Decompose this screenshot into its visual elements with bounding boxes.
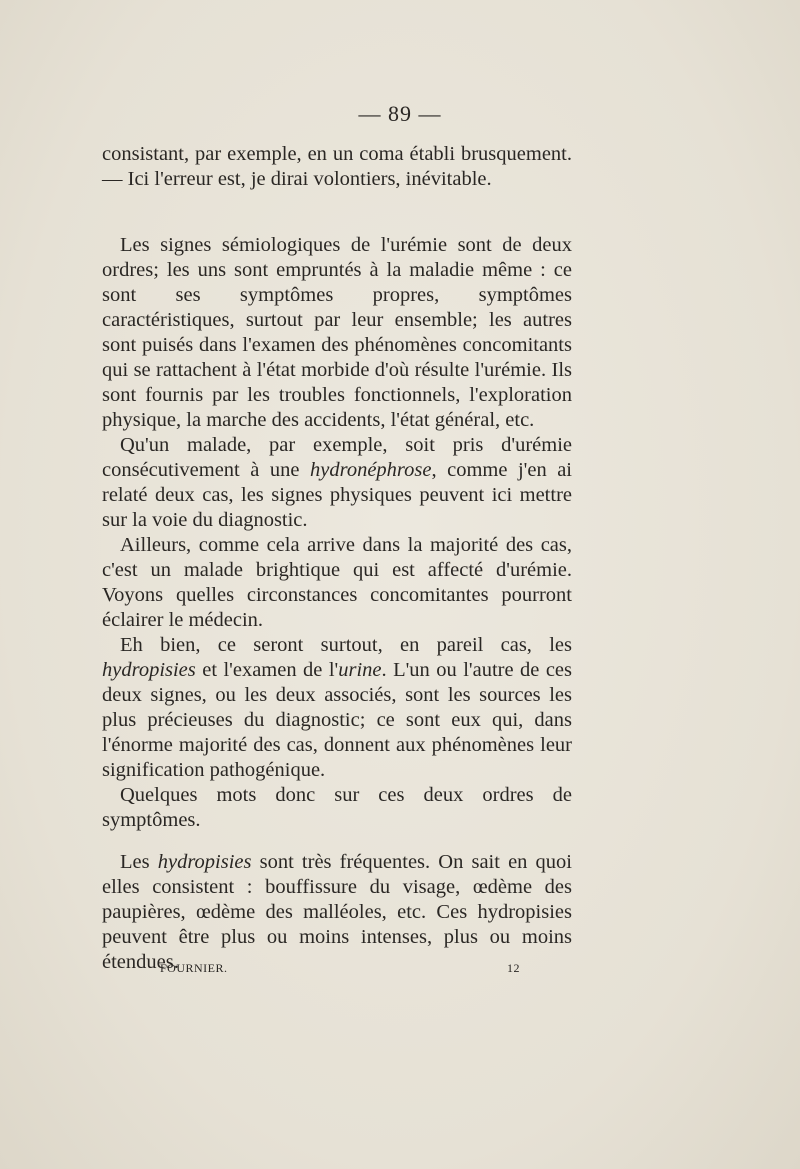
italic-term: hydropisies — [102, 659, 196, 681]
paragraph-text: Les signes sémiologiques de l'urémie sont de deux ordres; les uns sont empruntés à la maladie même : ce sont ses symptômes propres, symptômes caractéristiques, surtout par leur ensemble; les autres sont puisés dans l'examen des phénomènes concomitants qui se rattachent à l'état morbide d'où résulte l'urémie. Ils sont fournis par les troubles fonctionnels, l'exploration physique, la marche des accidents, l'état général, etc. — [102, 234, 572, 431]
italic-term: hydropisies — [157, 851, 252, 873]
paragraph — [102, 533, 572, 633]
paragraph-text: . L'un ou l'autre de ces deux signes, ou les deux associés, sont les sources les plus précieuses du diagnostic; ce sont eux qui, dans l'énorme majorité des cas, donnent aux phénomènes leur signification pathogénique. — [102, 659, 572, 781]
paragraph-text: Eh bien, ce seront surtout, en pareil cas, les — [120, 634, 572, 656]
italic-term: urine — [338, 659, 382, 681]
paragraph — [102, 850, 572, 975]
paragraph-text: Quelques mots donc sur ces deux ordres de symptômes. — [102, 784, 572, 831]
paragraph-text: consistant, par exemple, en un coma établi brusquement. — Ici l'erreur est, je dirai volontiers, inévitable. — [102, 143, 572, 190]
page-number: — 89 — — [358, 101, 442, 126]
paragraph — [102, 633, 572, 783]
paragraph-text: , comme j'en ai relaté deux cas, les signes physiques peuvent ici mettre sur la voie du diagnostic. — [102, 459, 573, 531]
page-footer — [160, 961, 520, 976]
paragraph-text: Ailleurs, comme cela arrive dans la majorité des cas, c'est un malade brightique qui est affecté d'urémie. Voyons quelles circonstances concomitantes pourront éclairer le médecin. — [102, 534, 572, 631]
italic-term: hydronéphrose — [310, 459, 432, 481]
paragraph — [102, 433, 572, 533]
paragraph-text: et l'examen de l' — [195, 659, 339, 681]
paragraph-text: Les — [120, 851, 158, 873]
footer-signature: 12 — [507, 961, 520, 975]
paragraph — [102, 142, 572, 192]
paragraph — [102, 233, 572, 433]
paragraph-text: Qu'un malade, par exemple, soit pris d'urémie consécutivement à une — [102, 434, 572, 481]
text-block-bottom — [102, 850, 572, 975]
paragraph — [102, 783, 572, 833]
text-block-middle — [102, 233, 572, 833]
footer-author: FOURNIER. — [160, 961, 228, 975]
paragraph-text: sont très fréquentes. On sait en quoi elles consistent : bouffissure du visage, œdème des paupières, œdème des malléoles, etc. Ces hydropisies peuvent être plus ou moins intenses, plus ou moins étendues. — [102, 851, 572, 973]
text-block-top — [102, 142, 572, 192]
